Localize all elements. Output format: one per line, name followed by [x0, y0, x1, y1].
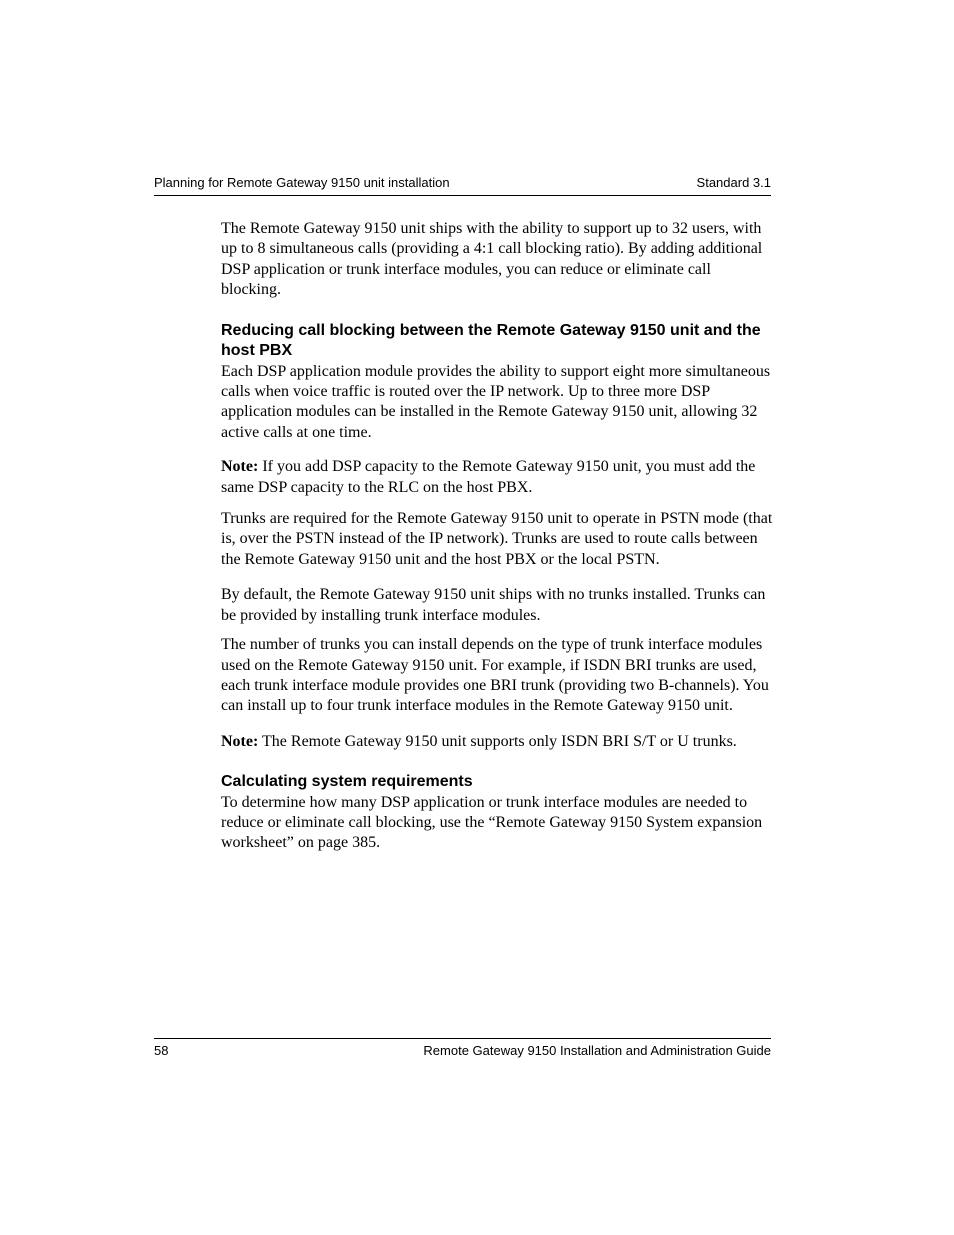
page-header: [154, 175, 771, 196]
footer-guide-title: Remote Gateway 9150 Installation and Administration Guide: [423, 1043, 771, 1058]
trunks-required-paragraph: Trunks are required for the Remote Gateway 9150 unit to operate in PSTN mode (that is, over the PSTN instead of the IP network). Trunks are used to route calls between the Remote Gateway 9150 unit and the host PBX or the local PSTN.: [221, 510, 773, 568]
requirements-paragraph: To determine how many DSP application or trunk interface modules are needed to reduce or eliminate call blocking, use the “Remote Gateway 9150 System expansion worksheet” on page 385.: [221, 793, 763, 852]
note-dsp-capacity: [221, 457, 774, 498]
note-isdn-trunks: [221, 732, 774, 752]
dsp-module-paragraph: Each DSP application module provides the ability to support eight more simultaneous calls when voice traffic is routed over the IP network. Up to three more DSP application modules can be installed in the Remote Gateway 9150 unit, allowing 32 active calls at one time.: [221, 362, 771, 441]
trunk-count-paragraph: The number of trunks you can install depends on the type of trunk interface modules used on the Remote Gateway 9150 unit. For example, if ISDN BRI trunks are used, each trunk interface module provides one BRI trunk (providing two B-channels). You can install up to four trunk interface modules in the Remote Gateway 9150 unit.: [221, 636, 769, 715]
section-heading-requirements: Calculating system requirements: [221, 773, 473, 791]
note-label: Note:: [221, 732, 259, 750]
page-body: [221, 219, 774, 854]
intro-paragraph: The Remote Gateway 9150 unit ships with the ability to support up to 32 users, with up to 8 simultaneous calls (providing a 4:1 call blocking ratio). By adding additional DSP application or trunk interface modules, you can reduce or eliminate call blocking.: [221, 220, 763, 299]
note-label: Note:: [221, 458, 259, 476]
page-number: 58: [154, 1043, 169, 1058]
note-text: If you add DSP capacity to the Remote Gateway 9150 unit, you must add the same DSP capacity to the RLC on the host PBX.: [221, 458, 756, 496]
page-footer: [154, 1038, 771, 1063]
section-heading-call-blocking: Reducing call blocking between the Remote Gateway 9150 unit and the host PBX: [221, 321, 761, 360]
note-text: The Remote Gateway 9150 unit supports only ISDN BRI S/T or U trunks.: [258, 732, 737, 750]
default-trunks-paragraph: By default, the Remote Gateway 9150 unit ships with no trunks installed. Trunks can be provided by installing trunk interface modules.: [221, 586, 766, 624]
header-version: Standard 3.1: [696, 175, 771, 190]
header-section-title: Planning for Remote Gateway 9150 unit installation: [154, 175, 450, 190]
